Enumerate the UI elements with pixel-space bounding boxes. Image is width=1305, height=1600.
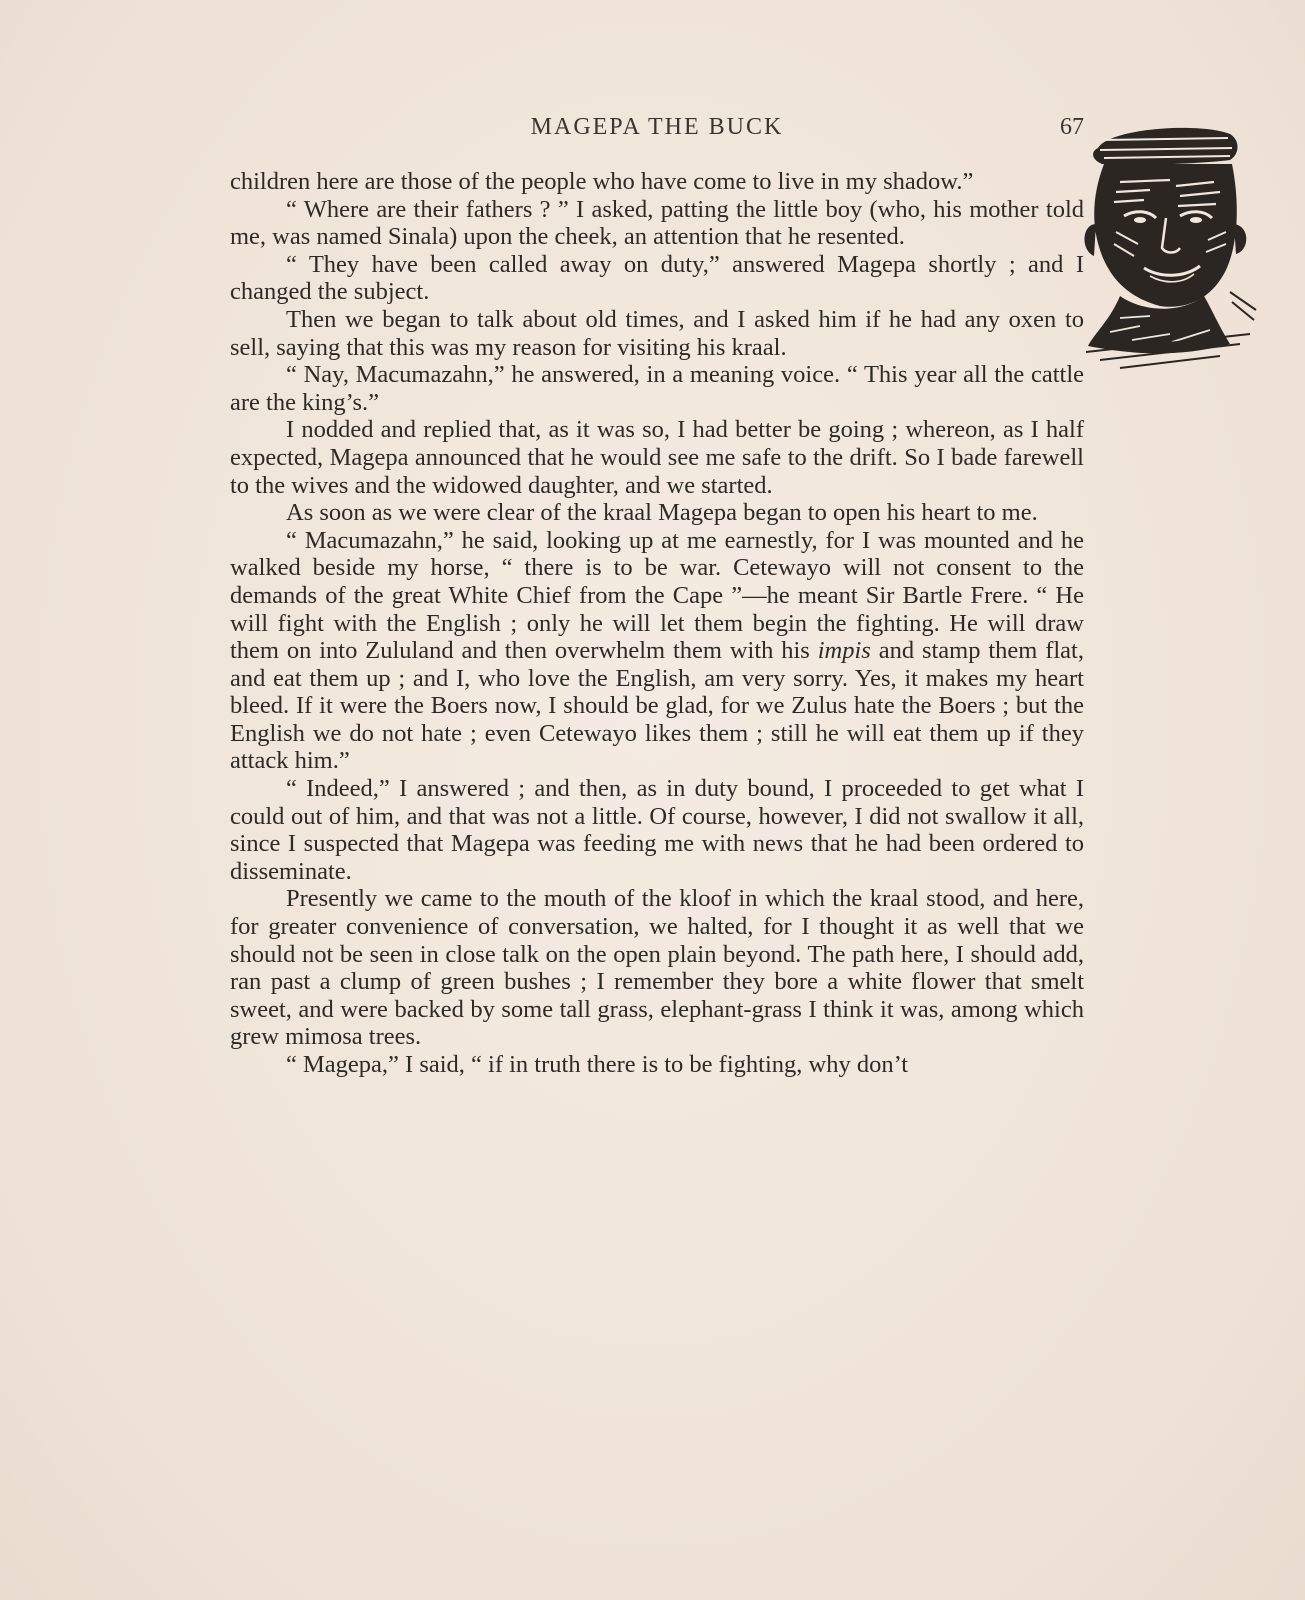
paragraph [230,1051,1084,1079]
paragraph [230,196,1084,251]
running-head: MAGEPA THE BUCK [530,114,784,140]
paragraph-text: “ Magepa,” I said, “ if in truth there is to be fighting, why don’t [286,1051,909,1078]
paragraph-text: children here are those of the people who have come to live in my shadow.” [230,168,974,195]
woodcut-portrait-of-magepa-icon [1080,120,1258,372]
italic-word: impis [817,637,871,665]
paragraph-text: “ Where are their fathers ? ” I asked, patting the little boy (who, his mother told me, was named Sinala) upon the cheek, an attention that he resented. [230,195,1084,251]
paragraph-text: and stamp them flat, and eat them up ; and I, who love the English, am very sorry. Yes, it makes my heart bleed. If it were the Boers now, I should be glad, for we Zulus hate the Boers ; but the English we do not hate ; even Cetewayo likes them ; still he will eat them up if they attack him.” [230,637,1084,775]
page-header [230,114,1084,148]
paragraph-text: As soon as we were clear of the kraal Magepa began to open his heart to me. [286,499,1038,527]
paragraph [230,499,1084,527]
paragraph [230,361,1084,416]
page-number: 67 [1060,114,1084,140]
paragraph-text: “ Nay, Macumazahn,” he answered, in a meaning voice. “ This year all the cattle are the king’s.” [230,361,1084,416]
paragraph [230,306,1084,361]
paragraph-text: Then we began to talk about old times, and I asked him if he had any oxen to sell, saying that this was my reason for visiting his kraal. [230,305,1084,361]
paragraph-text: Presently we came to the mouth of the kloof in which the kraal stood, and here, for greater convenience of conversation, we halted, for I thought it as well that we should not be seen in close talk on the open plain beyond. The path here, I should add, ran past a clump of green bushes ; I remember they bore a white flower that smelt sweet, and were backed by some tall grass, elephant-grass I think it was, among which grew mimosa trees. [230,885,1084,1051]
body-text [230,168,1084,1079]
paragraph [230,527,1084,775]
paragraph [230,168,1084,196]
paragraph [230,416,1084,499]
paragraph [230,885,1084,1051]
paragraph-text: “ Macumazahn,” he said, looking up at me earnestly, for I was mounted and he walked beside my horse, “ there is to be war. Cetewayo will not consent to the demands of the great White Chief from the Cape ”—he meant Sir Bartle Frere. “ He will fight with the English ; only he will let them begin the fighting. He will draw them on into Zululand and then overwhelm them with his [230,526,1084,665]
paragraph-text: “ Indeed,” I answered ; and then, as in duty bound, I proceeded to get what I could out of him, and that was not a little. Of course, however, I did not swallow it all, since I suspected that Magepa was feeding me with news that he had been ordered to disseminate. [230,775,1084,885]
paragraph [230,775,1084,885]
paragraph [230,251,1084,306]
paragraph-text: I nodded and replied that, as it was so, I had better be going ; whereon, as I half expected, Magepa announced that he would see me safe to the drift. So I bade farewell to the wives and the widowed daughter, and we started. [230,416,1084,499]
paragraph-text: “ They have been called away on duty,” answered Magepa shortly ; and I changed the subject. [230,250,1084,306]
